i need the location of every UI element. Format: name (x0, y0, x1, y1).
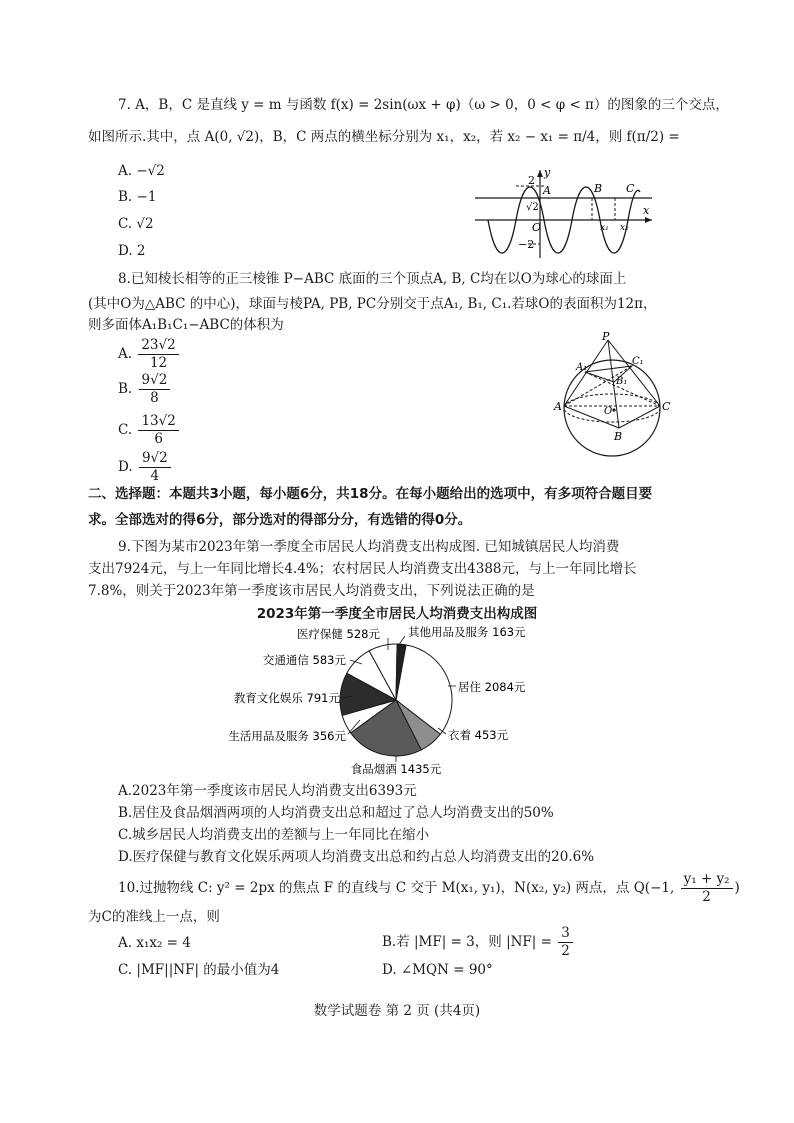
label-a-base: A (554, 400, 562, 413)
label-b: B (594, 182, 603, 195)
q9-stem-line2: 支出7924元，与上一年同比增长4.4%；农村居民人均消费支出4388元，与上一年同比增长 (88, 561, 637, 577)
q10-stem-line1: 10.过抛物线 C: y² = 2px 的焦点 F 的直线与 C 交于 M(x₁, y₁)，N(x₂, y₂) 两点，点 Q(−1, $\frac{\text{y₁ + y₂}}{2}$ ) (118, 871, 740, 905)
label-a: A (543, 184, 551, 197)
q10-option-d: D. ∠MQN = 90° (382, 962, 493, 978)
q9-option-b: B.居住及食品烟酒两项的人均消费支出总和超过了总人均消费支出的50% (118, 805, 554, 821)
page-footer: 数学试题卷 第 2 页 (共4页) (313, 1003, 481, 1019)
q8-option-d (118, 450, 173, 485)
q9-option-c: C.城乡居民人均消费支出的差额与上一年同比在缩小 (118, 827, 430, 843)
pie-label-other: 其他用品及服务 163元 (408, 625, 526, 639)
label-o: O (532, 221, 542, 234)
q10-option-b (382, 924, 575, 960)
edge-pc (608, 340, 660, 406)
label-b1: B₁ (616, 376, 628, 387)
q8-option-c-den: 6 (154, 431, 163, 447)
label-c-base: C (662, 400, 671, 413)
q8-option-a-den: 12 (149, 355, 168, 371)
q7-sine-graph (470, 162, 670, 262)
x-axis-arrow (645, 217, 652, 223)
q8-option-c-letter: C. (118, 422, 133, 438)
q10-q-num: y₁ + y₂ (681, 871, 733, 889)
q10-option-b-den: 2 (561, 943, 570, 959)
q7-option-d: D. 2 (118, 243, 146, 259)
q8-option-d-den: 4 (150, 468, 160, 484)
label-b-base: B (614, 430, 623, 443)
q8-option-b-letter: B. (118, 381, 133, 397)
label-a1: A₁ (576, 362, 588, 373)
q8-option-a-letter: A. (118, 346, 133, 362)
q10-option-b-num: 3 (558, 925, 573, 943)
q8-sphere-figure (552, 330, 672, 460)
label-o-center: O (604, 406, 613, 417)
q10-q-den: 2 (702, 889, 711, 905)
q7-stem-line2: 如图所示.其中，点 A(0, √2)，B，C 两点的横坐标分别为 x₁，x₂，若 x₂ − x₁ = π/4，则 f(π/2) = (88, 129, 680, 145)
q8-stem-line2: (其中O为△ABC 的中心)，球面与棱PA, PB, PC分别交于点A₁, B₁, C₁.若球O的表面积为12π， (88, 296, 657, 312)
q8-option-b-num: 9√2 (139, 372, 171, 390)
q10-option-b-text: B.若 |MF| = 3，则 |NF| = (382, 934, 552, 950)
label-y: y (544, 166, 551, 179)
q8-stem-line3: 则多面体A₁B₁C₁−ABC的体积为 (88, 317, 284, 333)
q10-stem-line2: 为C的准线上一点，则 (88, 909, 220, 925)
y-axis-arrow (537, 170, 543, 177)
q8-option-d-num: 9√2 (139, 450, 171, 468)
pie-label-household: 生活用品及服务 356元 (228, 729, 346, 743)
pie-label-housing: 居住 2084元 (458, 680, 526, 694)
chart-title: 2023年第一季度全市居民人均消费支出构成图 (256, 606, 538, 622)
label-c: C (626, 182, 635, 195)
pie-label-clothing: 衣着 453元 (448, 728, 509, 742)
q9-stem-line1: 9.下图为某市2023年第一季度全市居民人均消费支出构成图. 已知城镇居民人均消费 (118, 539, 620, 555)
q7-option-a: A. −√2 (118, 163, 165, 179)
q8-option-b (118, 372, 172, 407)
edge-bc (619, 406, 660, 428)
label-c1: C₁ (632, 356, 644, 367)
label-root2: √2 (526, 202, 539, 213)
q7-stem-line1: 7. A，B，C 是直线 y = m 与函数 f(x) = 2sin(ωx + φ)（ω > 0，0 < φ < π）的图象的三个交点， (118, 97, 729, 113)
q8-option-a-num: 23√2 (138, 337, 178, 355)
label-neg2: −2 (518, 238, 535, 251)
q8-option-b-den: 8 (150, 390, 159, 406)
label-x1: x₁ (600, 223, 609, 233)
q10-stem-pre: 10.过抛物线 C: y² = 2px 的焦点 F 的直线与 C 交于 M(x₁, y₁)，N(x₂, y₂) 两点，点 Q(−1, (118, 880, 675, 896)
q9-option-a: A.2023年第一季度该市居民人均消费支出6393元 (118, 783, 417, 799)
q7-option-c: C. √2 (118, 216, 154, 232)
q8-option-a (118, 337, 181, 372)
label-p: P (602, 330, 610, 343)
q10-option-a: A. x₁x₂ = 4 (118, 935, 191, 951)
section2-line1: 二、选择题：本题共3小题，每小题6分，共18分。在每小题给出的选项中，有多项符合题目要 (88, 486, 653, 502)
pie-label-food: 食品烟酒 1435元 (350, 762, 442, 776)
q8-stem-line1: 8.已知棱长相等的正三棱锥 P−ABC 底面的三个顶点A, B, C均在以O为球心的球面上 (118, 271, 627, 287)
q8-option-d-letter: D. (118, 459, 133, 475)
q9-option-d: D.医疗保健与教育文化娱乐两项人均消费支出总和约占总人均消费支出的20.6% (118, 849, 595, 865)
label-x: x (643, 204, 650, 217)
q8-option-c-num: 13√2 (138, 413, 178, 431)
pie-label-transport: 交通通信 583元 (262, 653, 346, 667)
label-two: 2 (528, 174, 535, 187)
q8-option-c (118, 413, 181, 448)
q7-option-b: B. −1 (118, 189, 157, 205)
pie-chart (200, 624, 580, 776)
q10-option-c: C. |MF||NF| 的最小值为4 (118, 962, 280, 978)
q9-stem-line3: 7.8%，则关于2023年第一季度该市居民人均消费支出，下列说法正确的是 (88, 583, 535, 599)
pie-label-healthcare: 医疗保健 528元 (296, 627, 380, 641)
label-x2: x₂ (620, 223, 629, 233)
pie-label-education: 教育文化娱乐 791元 (233, 691, 340, 705)
pie-slices (340, 644, 452, 756)
section2-line2: 求。全部选对的得6分，部分选对的得部分分，有选错的得0分。 (88, 512, 472, 528)
center-dot (612, 408, 615, 411)
